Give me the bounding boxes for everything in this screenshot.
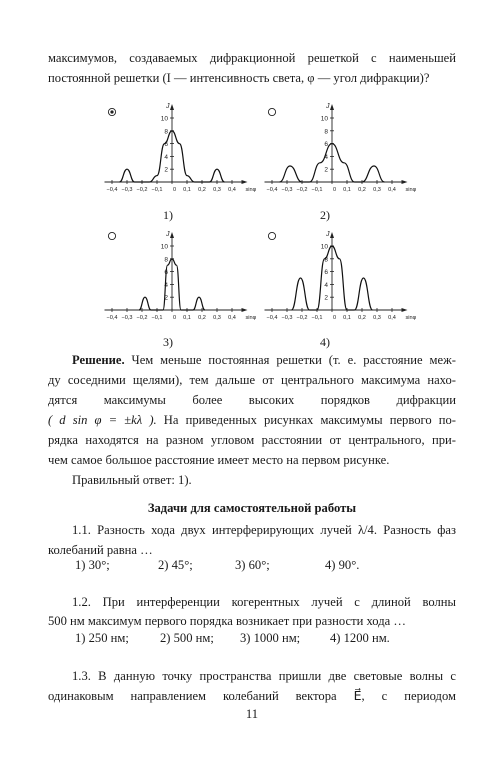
plot-3-svg — [100, 228, 257, 328]
x-tick-label: 0,3 — [373, 315, 381, 321]
plot-1-caption: 1) — [163, 208, 173, 222]
y-tick-label: 6 — [324, 269, 328, 277]
x-axis-arrow — [402, 180, 408, 184]
x-tick-label: 0 — [333, 315, 337, 321]
y-tick-label: 2 — [164, 166, 168, 174]
x-tick-label: 0,3 — [373, 187, 381, 193]
answer-selected-dot — [110, 110, 113, 113]
x-tick-label: −0,4 — [266, 187, 278, 193]
y-tick-label: 2 — [324, 166, 328, 174]
problem-1-3-line-1: 1.3. В данную точку пространства пришли две световые волны с — [72, 669, 456, 683]
x-tick-label: −0,2 — [296, 187, 308, 193]
solution-line-4 — [48, 412, 456, 428]
x-tick-label: 0,2 — [358, 315, 366, 321]
intro-line-2: постоянной решетки (I — интенсивность света, φ — угол дифракции)? — [48, 71, 430, 85]
x-tick-label: −0,4 — [106, 315, 118, 321]
x-axis-label: sinφ — [405, 187, 417, 193]
y-tick-label: 4 — [164, 281, 168, 289]
x-axis-label: sinφ — [245, 187, 257, 193]
problem-1-1-option-2: 2) 45°; — [158, 558, 193, 572]
answer-option-circle — [268, 108, 275, 115]
plot-2-svg — [260, 100, 417, 200]
y-tick-label: 6 — [164, 269, 168, 277]
x-tick-label: 0,2 — [198, 315, 206, 321]
problem-1-1-option-1: 1) 30°; — [75, 558, 110, 572]
y-tick-label: 8 — [164, 256, 168, 264]
x-tick-label: −0,1 — [311, 187, 323, 193]
x-tick-label: 0 — [333, 187, 337, 193]
x-tick-label: 0,4 — [228, 187, 236, 193]
x-tick-label: −0,3 — [121, 315, 133, 321]
y-axis-arrow — [170, 104, 174, 110]
x-tick-label: 0,1 — [343, 187, 351, 193]
x-tick-label: 0,2 — [358, 187, 366, 193]
problem-1-1-line-2: колебаний равна … — [48, 543, 153, 557]
problem-1-2-line-2: 500 нм максимум первого порядка возникает при разности хода … — [48, 614, 406, 628]
plot-1 — [100, 100, 257, 200]
y-axis-label: J — [166, 103, 170, 110]
y-tick-label: 10 — [320, 243, 328, 251]
x-tick-label: −0,1 — [151, 187, 163, 193]
y-tick-label: 6 — [164, 141, 168, 149]
solution-text-4: На приведенных рисунках максимумы первого по- — [163, 413, 456, 427]
answer-option-circle — [108, 232, 115, 239]
problem-1-1-option-3: 3) 60°; — [235, 558, 270, 572]
problem-1-2-option-2: 2) 500 нм; — [160, 631, 214, 645]
plot-1-svg — [100, 100, 257, 200]
y-axis-label: J — [326, 231, 330, 238]
plot-2 — [260, 100, 417, 200]
y-tick-label: 4 — [324, 281, 328, 289]
x-axis-arrow — [402, 308, 408, 312]
diffraction-formula: ( d sin φ = ±kλ ). — [48, 413, 157, 427]
x-axis-arrow — [242, 308, 248, 312]
x-tick-label: −0,1 — [151, 315, 163, 321]
plot-4 — [260, 228, 417, 328]
x-tick-label: −0,3 — [121, 187, 133, 193]
solution-line-2: ду соседними щелями), тем дальше от центрального максимума нахо- — [48, 373, 456, 387]
y-axis-arrow — [170, 232, 174, 238]
page-number: 11 — [245, 707, 259, 721]
y-tick-label: 10 — [320, 115, 328, 123]
x-tick-label: 0,4 — [388, 187, 396, 193]
x-tick-label: 0,3 — [213, 187, 221, 193]
x-axis-arrow — [242, 180, 248, 184]
solution-line-6: чем самое большое расстояние имеет место на первом рисунке. — [48, 453, 390, 467]
plot-3 — [100, 228, 257, 328]
problem-1-2-option-3: 3) 1000 нм; — [240, 631, 301, 645]
y-tick-label: 8 — [324, 128, 328, 136]
answer-option-circle — [268, 232, 275, 239]
section-title: Задачи для самостоятельной работы — [147, 501, 357, 515]
x-tick-label: 0,1 — [183, 315, 191, 321]
y-tick-label: 10 — [160, 115, 168, 123]
x-tick-label: 0 — [173, 187, 177, 193]
problem-1-2-option-1: 1) 250 нм; — [75, 631, 129, 645]
y-tick-label: 2 — [164, 294, 168, 302]
y-tick-label: 6 — [324, 141, 328, 149]
solution-line-1 — [72, 352, 456, 368]
x-tick-label: 0,3 — [213, 315, 221, 321]
y-axis-arrow — [330, 232, 334, 238]
plot-2-caption: 2) — [320, 208, 330, 222]
x-axis-label: sinφ — [405, 315, 417, 321]
solution-label: Решение. — [72, 353, 125, 367]
y-tick-label: 2 — [324, 294, 328, 302]
problem-1-2-option-4: 4) 1200 нм. — [330, 631, 390, 645]
x-tick-label: −0,2 — [296, 315, 308, 321]
x-tick-label: −0,2 — [136, 187, 148, 193]
problem-1-2-line-1: 1.2. При интерференции когерентных лучей с длиной волны — [72, 595, 456, 609]
solution-text-1: Чем меньше постоянная решетки (т. е. расстояние меж- — [131, 353, 456, 367]
x-tick-label: −0,3 — [281, 315, 293, 321]
x-tick-label: 0,1 — [343, 315, 351, 321]
problem-1-1-option-4: 4) 90°. — [325, 558, 360, 572]
x-tick-label: 0,4 — [228, 315, 236, 321]
x-axis-label: sinφ — [245, 315, 257, 321]
problem-1-1-line-1: 1.1. Разность хода двух интерферирующих лучей λ/4. Разность фаз — [72, 523, 456, 537]
problem-1-3-line-2: одинаковым направлением колебаний вектора E⃗, с периодом — [48, 689, 456, 703]
x-tick-label: −0,4 — [266, 315, 278, 321]
x-tick-label: 0,2 — [198, 187, 206, 193]
y-axis-label: J — [326, 103, 330, 110]
plot-3-caption: 3) — [163, 335, 173, 349]
solution-line-5: рядка находятся на разном угловом расстоянии от центрального, при- — [48, 433, 456, 447]
x-tick-label: −0,2 — [136, 315, 148, 321]
intro-line-1: максимумов, создаваемых дифракционной решеткой с наименьшей — [48, 51, 456, 65]
y-tick-label: 10 — [160, 243, 168, 251]
y-axis-arrow — [330, 104, 334, 110]
x-tick-label: −0,1 — [311, 315, 323, 321]
y-tick-label: 4 — [164, 153, 168, 161]
y-tick-label: 8 — [324, 256, 328, 264]
x-tick-label: 0,1 — [183, 187, 191, 193]
y-axis-label: J — [166, 231, 170, 238]
plot-4-caption: 4) — [320, 335, 330, 349]
solution-line-3: дятся максимумы более высоких порядков дифракции — [48, 393, 456, 407]
y-tick-label: 4 — [324, 153, 328, 161]
y-tick-label: 8 — [164, 128, 168, 136]
x-tick-label: −0,3 — [281, 187, 293, 193]
x-tick-label: −0,4 — [106, 187, 118, 193]
x-tick-label: 0 — [173, 315, 177, 321]
plot-4-svg — [260, 228, 417, 328]
solution-answer: Правильный ответ: 1). — [72, 473, 192, 487]
x-tick-label: 0,4 — [388, 315, 396, 321]
